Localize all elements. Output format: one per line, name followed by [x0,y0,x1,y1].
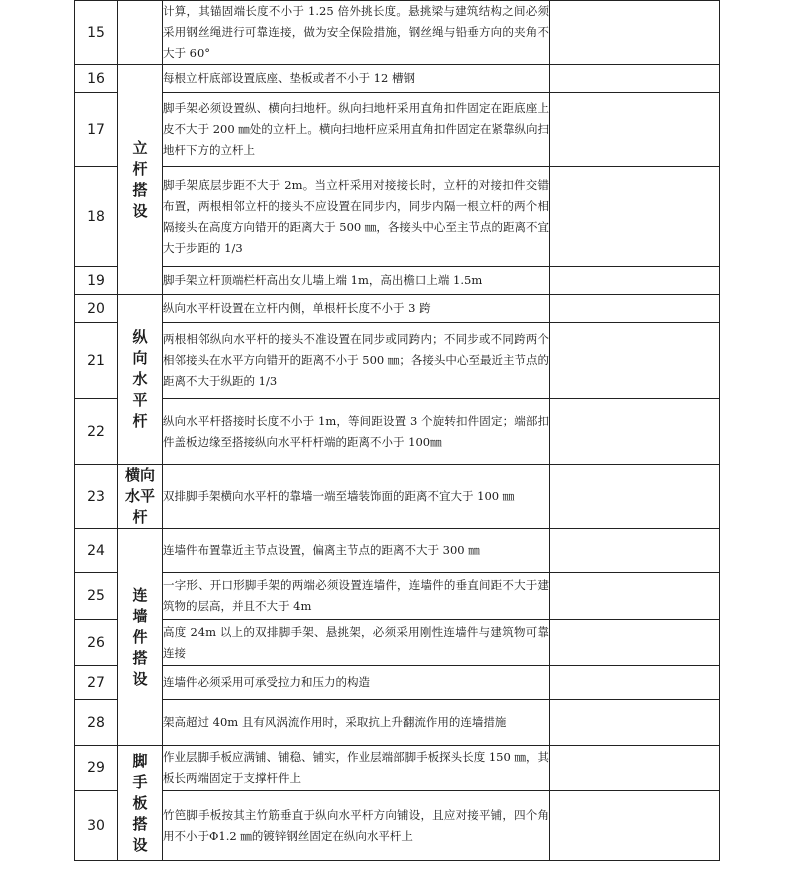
result-cell[interactable] [550,399,720,465]
result-cell[interactable] [550,295,720,323]
category-cell [118,465,163,529]
table-row [75,573,720,620]
category-cell [118,295,163,465]
row-number: 24 [75,529,118,573]
category-label-line: 水平 [124,487,155,505]
check-content: 计算，其锚固端长度不小于 1.25 倍外挑长度。悬挑梁与建筑结构之间必须采用钢丝绳进行可靠连接，做为安全保险措施，钢丝绳与铅垂方向的夹角不大于 60° [163,1,550,65]
row-number: 21 [75,323,118,399]
table-row [75,93,720,167]
table-row [75,666,720,700]
result-cell[interactable] [550,93,720,167]
row-number: 25 [75,573,118,620]
check-content: 两根相邻纵向水平杆的接头不准设置在同步或同跨内；不同步或不同跨两个相邻接头在水平方向错开的距离不小于 500 ㎜；各接头中心至最近主节点的距离不大于纵距的 1/3 [163,323,550,399]
check-content: 连墙件必须采用可承受拉力和压力的构造 [163,666,550,700]
result-cell[interactable] [550,791,720,861]
result-cell[interactable] [550,620,720,666]
category-label-line: 杆 [132,508,148,526]
table-row [75,65,720,93]
row-number: 17 [75,93,118,167]
result-cell[interactable] [550,65,720,93]
result-cell[interactable] [550,1,720,65]
inspection-table [74,0,720,861]
row-number: 18 [75,167,118,267]
category-cell [118,65,163,295]
category-label-line: 横向 [124,466,155,484]
table-row [75,1,720,65]
row-number: 16 [75,65,118,93]
result-cell[interactable] [550,700,720,746]
table-row [75,700,720,746]
check-content: 竹笆脚手板按其主竹筋垂直于纵向水平杆方向铺设，且应对接平铺，四个角用不小于Φ1.2 ㎜的镀锌钢丝固定在纵向水平杆上 [163,791,550,861]
check-content: 脚手架必须设置纵、横向扫地杆。纵向扫地杆采用直角扣件固定在距底座上皮不大于 200 ㎜处的立杆上。横向扫地杆应采用直角扣件固定在紧靠纵向扫地杆下方的立杆上 [163,93,550,167]
check-content: 作业层脚手板应满铺、铺稳、铺实，作业层端部脚手板探头长度 150 ㎜，其板长两端固定于支撑杆件上 [163,746,550,791]
table-row [75,465,720,529]
table-row [75,746,720,791]
result-cell[interactable] [550,529,720,573]
category-cell [118,1,163,65]
check-content: 每根立杆底部设置底座、垫板或者不小于 12 槽钢 [163,65,550,93]
row-number: 28 [75,700,118,746]
result-cell[interactable] [550,746,720,791]
result-cell[interactable] [550,267,720,295]
table-row [75,529,720,573]
check-content: 纵向水平杆设置在立杆内侧，单根杆长度不小于 3 跨 [163,295,550,323]
table-row [75,267,720,295]
row-number: 29 [75,746,118,791]
row-number: 27 [75,666,118,700]
check-content: 高度 24m 以上的双排脚手架、悬挑架，必须采用刚性连墙件与建筑物可靠连接 [163,620,550,666]
row-number: 26 [75,620,118,666]
check-content: 双排脚手架横向水平杆的靠墙一端至墙装饰面的距离不宜大于 100 ㎜ [163,465,550,529]
category-label: 立杆搭设 [132,138,148,220]
check-content: 一字形、开口形脚手架的两端必须设置连墙件，连墙件的垂直间距不大于建筑物的层高，并且不大于 4m [163,573,550,620]
table-row [75,295,720,323]
row-number: 15 [75,1,118,65]
category-cell [118,746,163,861]
table-row [75,323,720,399]
table-row [75,620,720,666]
check-content: 脚手架底层步距不大于 2m。当立杆采用对接接长时，立杆的对接扣件交错布置，两根相邻立杆的接头不应设置在同步内，同步内隔一根立杆的两个相隔接头在高度方向错开的距离大于 500 ㎜，各接头中心至主节点的距离不宜大于步距的 1/3 [163,167,550,267]
check-content: 架高超过 40m 且有风涡流作用时，采取抗上升翻流作用的连墙措施 [163,700,550,746]
check-content: 脚手架立杆顶端栏杆高出女儿墙上端 1m，高出檐口上端 1.5m [163,267,550,295]
category-label: 脚手板搭设 [132,751,148,854]
table-row [75,167,720,267]
result-cell[interactable] [550,465,720,529]
result-cell[interactable] [550,323,720,399]
check-content: 纵向水平杆搭接时长度不小于 1m，等间距设置 3 个旋转扣件固定；端部扣件盖板边缘至搭接纵向水平杆杆端的距离不小于 100㎜ [163,399,550,465]
category-label: 纵向水平杆 [132,328,148,430]
row-number: 22 [75,399,118,465]
row-number: 20 [75,295,118,323]
result-cell[interactable] [550,167,720,267]
check-content: 连墙件布置靠近主节点设置，偏离主节点的距离不大于 300 ㎜ [163,529,550,573]
row-number: 19 [75,267,118,295]
category-label: 连墙件搭设 [132,585,148,688]
result-cell[interactable] [550,666,720,700]
table-row [75,791,720,861]
category-cell [118,529,163,746]
result-cell[interactable] [550,573,720,620]
row-number: 30 [75,791,118,861]
row-number: 23 [75,465,118,529]
table-row [75,399,720,465]
